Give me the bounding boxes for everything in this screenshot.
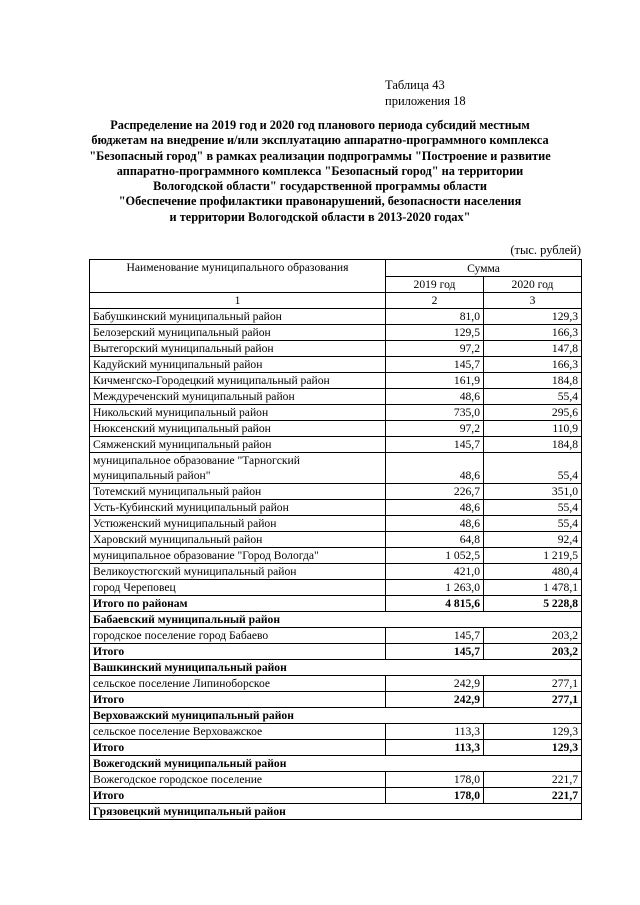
district-name: Кадуйский муниципальный район <box>90 357 386 373</box>
header-row <box>90 260 582 277</box>
table-row <box>90 341 582 357</box>
table-row <box>90 628 582 644</box>
value-2020: 166,3 <box>484 357 582 373</box>
district-name: Устюженский муниципальный район <box>90 516 386 532</box>
value-2019: 81,0 <box>386 309 484 325</box>
column-header-sum: Сумма <box>386 260 582 277</box>
district-name: Белозерский муниципальный район <box>90 325 386 341</box>
table-row <box>90 516 582 532</box>
value-2020: 351,0 <box>484 484 582 500</box>
value-2019: 129,5 <box>386 325 484 341</box>
district-name: Кичменгско-Городецкий муниципальный район <box>90 373 386 389</box>
section-name: Грязовецкий муниципальный район <box>90 804 582 820</box>
title-line: "Обеспечение профилактики правонарушений, безопасности населения <box>118 194 522 209</box>
value-2020: 129,3 <box>484 309 582 325</box>
value-2019: 145,7 <box>386 357 484 373</box>
settlement-name: сельское поселение Верховажское <box>90 724 386 740</box>
index-row <box>90 293 582 309</box>
value-2020: 166,3 <box>484 325 582 341</box>
total-2020: 5 228,8 <box>484 596 582 612</box>
column-index: 2 <box>386 293 484 309</box>
table-row <box>90 309 582 325</box>
table-row <box>90 373 582 389</box>
title-line: "Безопасный город" в рамках реализации подпрограммы "Построение и развитие <box>89 148 551 163</box>
title-line: бюджетам на внедрение и/или эксплуатацию аппаратно-программного комплекса <box>91 133 549 148</box>
section-total-row <box>90 740 582 756</box>
value-2019: 161,9 <box>386 373 484 389</box>
title-line: и территории Вологодской области в 2013-2020 годах" <box>169 209 471 224</box>
section-name: Вожегодский муниципальный район <box>90 756 582 772</box>
table-row <box>90 389 582 405</box>
column-header-name: Наименование муниципального образования <box>90 260 386 293</box>
value-2020: 480,4 <box>484 564 582 580</box>
district-name: Харовский муниципальный район <box>90 532 386 548</box>
section-header-row <box>90 756 582 772</box>
section-total-label: Итого <box>90 788 386 804</box>
section-total-label: Итого <box>90 740 386 756</box>
value-2019: 735,0 <box>386 405 484 421</box>
value-2020: 147,8 <box>484 341 582 357</box>
district-name: Бабушкинский муниципальный район <box>90 309 386 325</box>
district-name: Сямженский муниципальный район <box>90 437 386 453</box>
section-total-label: Итого <box>90 692 386 708</box>
section-total-label: Итого <box>90 644 386 660</box>
section-header-row <box>90 708 582 724</box>
value-2020: 1 219,5 <box>484 548 582 564</box>
appendix-number: приложения 18 <box>385 94 466 108</box>
value-2020: 221,7 <box>484 772 582 788</box>
section-name: Вашкинский муниципальный район <box>90 660 582 676</box>
total-label: Итого по районам <box>90 596 386 612</box>
title-line: Распределение на 2019 год и 2020 год планового периода субсидий местным <box>110 118 530 132</box>
section-total-2020: 203,2 <box>484 644 582 660</box>
value-2019: 1 052,5 <box>386 548 484 564</box>
value-2020: 55,4 <box>484 516 582 532</box>
column-header-2019: 2019 год <box>386 277 484 293</box>
value-2019: 48,6 <box>386 500 484 516</box>
settlement-name: Вожегодское городское поселение <box>90 772 386 788</box>
table-row <box>90 580 582 596</box>
section-total-2019: 242,9 <box>386 692 484 708</box>
section-total-row <box>90 692 582 708</box>
district-name: Вытегорский муниципальный район <box>90 341 386 357</box>
table-row <box>90 421 582 437</box>
value-2019: 97,2 <box>386 421 484 437</box>
table-row <box>90 532 582 548</box>
value-2019: 145,7 <box>386 628 484 644</box>
section-total-2019: 145,7 <box>386 644 484 660</box>
value-2019: 48,6 <box>386 389 484 405</box>
value-2019: 226,7 <box>386 484 484 500</box>
value-2020: 203,2 <box>484 628 582 644</box>
value-2019: 64,8 <box>386 532 484 548</box>
section-total-row <box>90 644 582 660</box>
table-row <box>90 357 582 373</box>
value-2020: 55,4 <box>484 500 582 516</box>
table-row <box>90 564 582 580</box>
value-2019: 48,6 <box>386 453 484 484</box>
value-2020: 110,9 <box>484 421 582 437</box>
value-2019: 48,6 <box>386 516 484 532</box>
district-name: Великоустюгский муниципальный район <box>90 564 386 580</box>
title-line: Вологодской области" государственной программы области <box>153 179 487 194</box>
value-2020: 55,4 <box>484 453 582 484</box>
table-row <box>90 405 582 421</box>
district-name: муниципальное образование "Город Вологда" <box>90 548 386 564</box>
value-2020: 277,1 <box>484 676 582 692</box>
section-header-row <box>90 612 582 628</box>
section-name: Верховажский муниципальный район <box>90 708 582 724</box>
value-2020: 1 478,1 <box>484 580 582 596</box>
section-total-row <box>90 788 582 804</box>
section-name: Бабаевский муниципальный район <box>90 612 582 628</box>
section-total-2019: 178,0 <box>386 788 484 804</box>
table-row <box>90 437 582 453</box>
value-2019: 421,0 <box>386 564 484 580</box>
value-2019: 97,2 <box>386 341 484 357</box>
column-index: 1 <box>90 293 386 309</box>
column-header-2020: 2020 год <box>484 277 582 293</box>
table-row <box>90 548 582 564</box>
title-line: аппаратно-программного комплекса "Безопасный город" на территории <box>116 163 524 178</box>
settlement-name: сельское поселение Липиноборское <box>90 676 386 692</box>
section-total-2020: 221,7 <box>484 788 582 804</box>
section-header-row <box>90 660 582 676</box>
value-2019: 113,3 <box>386 724 484 740</box>
value-2020: 295,6 <box>484 405 582 421</box>
value-2020: 184,8 <box>484 437 582 453</box>
table-row <box>90 484 582 500</box>
value-2019: 178,0 <box>386 772 484 788</box>
subsidy-table <box>89 259 582 820</box>
district-name: Междуреченский муниципальный район <box>90 389 386 405</box>
table-number: Таблица 43 <box>385 78 445 92</box>
district-name: Нюксенский муниципальный район <box>90 421 386 437</box>
value-2020: 92,4 <box>484 532 582 548</box>
section-total-2020: 129,3 <box>484 740 582 756</box>
document-title <box>60 118 580 225</box>
section-total-2019: 113,3 <box>386 740 484 756</box>
district-name: Тотемский муниципальный район <box>90 484 386 500</box>
table-body <box>90 260 582 820</box>
table-row <box>90 500 582 516</box>
value-2019: 145,7 <box>386 437 484 453</box>
section-total-2020: 277,1 <box>484 692 582 708</box>
total-row <box>90 596 582 612</box>
district-name: муниципальное образование "Тарногский муниципальный район" <box>90 453 386 484</box>
value-2019: 242,9 <box>386 676 484 692</box>
district-name: Никольский муниципальный район <box>90 405 386 421</box>
table-row <box>90 772 582 788</box>
total-2019: 4 815,6 <box>386 596 484 612</box>
settlement-name: городское поселение город Бабаево <box>90 628 386 644</box>
value-2020: 55,4 <box>484 389 582 405</box>
table-row <box>90 453 582 484</box>
district-name: город Череповец <box>90 580 386 596</box>
value-2020: 129,3 <box>484 724 582 740</box>
units-label: (тыс. рублей) <box>510 243 581 257</box>
table-row <box>90 325 582 341</box>
section-header-row <box>90 804 582 820</box>
column-index: 3 <box>484 293 582 309</box>
value-2019: 1 263,0 <box>386 580 484 596</box>
district-name: Усть-Кубинский муниципальный район <box>90 500 386 516</box>
table-row <box>90 724 582 740</box>
value-2020: 184,8 <box>484 373 582 389</box>
table-row <box>90 676 582 692</box>
